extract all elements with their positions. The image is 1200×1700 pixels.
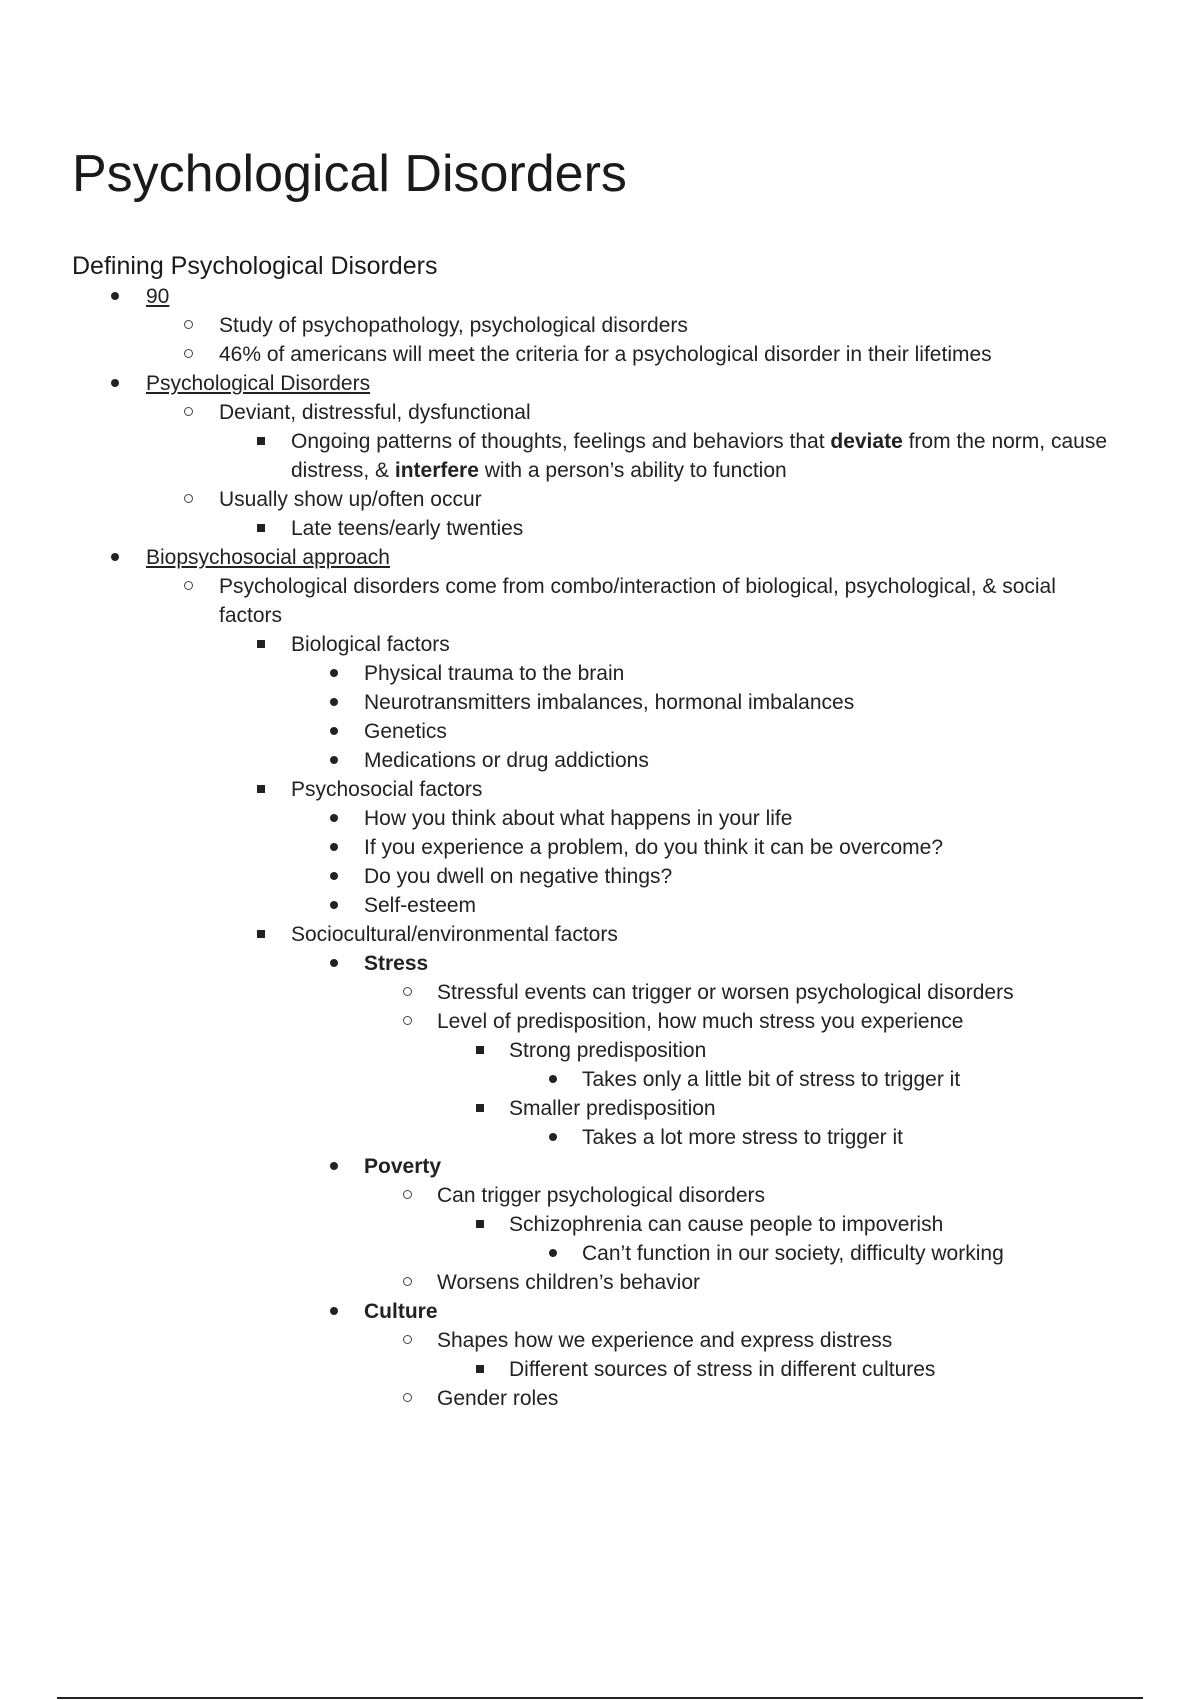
bullet-square-icon [251, 514, 271, 543]
list-item [0, 369, 1200, 398]
list-item [0, 485, 1200, 514]
item-text: Study of psychopathology, psychological disorders [219, 314, 688, 337]
bold-term-deviate: deviate [830, 430, 903, 453]
bullet-disc-icon [105, 369, 125, 398]
list-item [0, 775, 1200, 804]
item-text: Can’t function in our society, difficulty working [582, 1242, 1004, 1265]
item-text: 46% of americans will meet the criteria for a psychological disorder in their lifetimes [219, 343, 992, 366]
section-heading: Defining Psychological Disorders [72, 252, 438, 280]
bullet-disc-icon [324, 1152, 344, 1181]
bullet-circle-icon [397, 1181, 417, 1210]
list-item [0, 1007, 1200, 1036]
text-run: with a person’s ability to function [478, 459, 787, 482]
item-text: Self-esteem [364, 894, 477, 917]
item-text: Stressful events can trigger or worsen psychological disorders [437, 981, 1014, 1004]
bold-term-interfere: interfere [394, 459, 479, 482]
bullet-disc-icon [324, 949, 344, 978]
list-item [0, 659, 1200, 688]
notes-outline [0, 282, 1200, 1413]
item-text: Usually show up/often occur [219, 488, 482, 511]
page-title: Psychological Disorders [72, 145, 627, 203]
item-text: Neurotransmitters imbalances, hormonal imbalances [364, 691, 855, 714]
bullet-circle-icon [178, 398, 198, 427]
list-item [0, 311, 1200, 340]
item-text: Gender roles [437, 1387, 559, 1410]
bullet-square-icon [251, 920, 271, 949]
item-text: Genetics [364, 720, 447, 743]
item-text: Smaller predisposition [509, 1097, 716, 1120]
item-text: Sociocultural/environmental factors [291, 923, 618, 946]
bullet-circle-icon [397, 1384, 417, 1413]
bullet-square-icon [470, 1210, 490, 1239]
bullet-circle-icon [178, 485, 198, 514]
bullet-circle-icon [178, 340, 198, 369]
bullet-circle-icon [178, 572, 198, 601]
item-text: Can trigger psychological disorders [437, 1184, 765, 1207]
list-item [0, 862, 1200, 891]
item-text: Psychological disorders come from combo/interaction of biological, psychological, & social factors [219, 575, 1056, 627]
bullet-disc-icon [105, 282, 125, 311]
item-text: Deviant, distressful, dysfunctional [219, 401, 531, 424]
list-item [0, 427, 1200, 485]
bullet-disc-icon [543, 1065, 563, 1094]
list-item [0, 1384, 1200, 1413]
list-item [0, 1355, 1200, 1384]
bullet-disc-icon [324, 862, 344, 891]
list-item [0, 1326, 1200, 1355]
list-item [0, 340, 1200, 369]
list-item [0, 1123, 1200, 1152]
list-item [0, 630, 1200, 659]
list-item [0, 688, 1200, 717]
item-text: Late teens/early twenties [291, 517, 524, 540]
list-item [0, 572, 1200, 630]
list-item [0, 949, 1200, 978]
list-item [0, 978, 1200, 1007]
list-item [0, 1065, 1200, 1094]
bullet-disc-icon [324, 659, 344, 688]
item-text: Do you dwell on negative things? [364, 865, 673, 888]
bullet-circle-icon [397, 1326, 417, 1355]
item-text: Physical trauma to the brain [364, 662, 625, 685]
item-text: How you think about what happens in your life [364, 807, 793, 830]
list-item [0, 746, 1200, 775]
item-text: Different sources of stress in different cultures [509, 1358, 936, 1381]
bullet-disc-icon [324, 833, 344, 862]
bullet-disc-icon [543, 1123, 563, 1152]
text-run: Ongoing patterns of thoughts, feelings and behaviors that [291, 430, 831, 453]
item-text: If you experience a problem, do you think it can be overcome? [364, 836, 943, 859]
item-text: Psychological Disorders [146, 372, 371, 395]
list-item [0, 833, 1200, 862]
item-text: Culture [364, 1300, 438, 1323]
page-divider [57, 1697, 1143, 1699]
item-text: Shapes how we experience and express distress [437, 1329, 893, 1352]
list-item [0, 282, 1200, 311]
item-text: Strong predisposition [509, 1039, 707, 1062]
list-item [0, 804, 1200, 833]
item-text: Poverty [364, 1155, 442, 1178]
item-text: Medications or drug addictions [364, 749, 649, 772]
list-item [0, 398, 1200, 427]
bullet-square-icon [470, 1036, 490, 1065]
bullet-disc-icon [324, 891, 344, 920]
bullet-square-icon [470, 1094, 490, 1123]
bullet-disc-icon [105, 543, 125, 572]
item-text: Biopsychosocial approach [146, 546, 390, 569]
item-text [291, 427, 1111, 485]
list-item [0, 717, 1200, 746]
item-text: Level of predisposition, how much stress you experience [437, 1010, 964, 1033]
list-item [0, 1036, 1200, 1065]
list-item [0, 543, 1200, 572]
item-text: Biological factors [291, 633, 450, 656]
bullet-disc-icon [324, 804, 344, 833]
list-item [0, 1210, 1200, 1239]
list-item [0, 514, 1200, 543]
list-item [0, 1094, 1200, 1123]
bullet-disc-icon [324, 717, 344, 746]
bullet-square-icon [251, 775, 271, 804]
list-item [0, 920, 1200, 949]
bullet-circle-icon [397, 978, 417, 1007]
list-item [0, 891, 1200, 920]
bullet-disc-icon [324, 688, 344, 717]
list-item [0, 1268, 1200, 1297]
bullet-square-icon [251, 427, 271, 456]
list-item [0, 1152, 1200, 1181]
item-text: Schizophrenia can cause people to impoverish [509, 1213, 944, 1236]
item-text: Takes only a little bit of stress to trigger it [582, 1068, 961, 1091]
bullet-circle-icon [178, 311, 198, 340]
item-text: Worsens children’s behavior [437, 1271, 701, 1294]
text-run: from the norm, cause distress, & [291, 430, 1107, 482]
bullet-square-icon [470, 1355, 490, 1384]
bullet-square-icon [251, 630, 271, 659]
item-text: Takes a lot more stress to trigger it [582, 1126, 903, 1149]
item-text: Psychosocial factors [291, 778, 483, 801]
bullet-disc-icon [324, 746, 344, 775]
item-text: Stress [364, 952, 429, 975]
bullet-circle-icon [397, 1007, 417, 1036]
list-item [0, 1181, 1200, 1210]
list-item [0, 1239, 1200, 1268]
item-text: 90 [146, 285, 170, 308]
bullet-disc-icon [324, 1297, 344, 1326]
bullet-disc-icon [543, 1239, 563, 1268]
list-item [0, 1297, 1200, 1326]
bullet-circle-icon [397, 1268, 417, 1297]
